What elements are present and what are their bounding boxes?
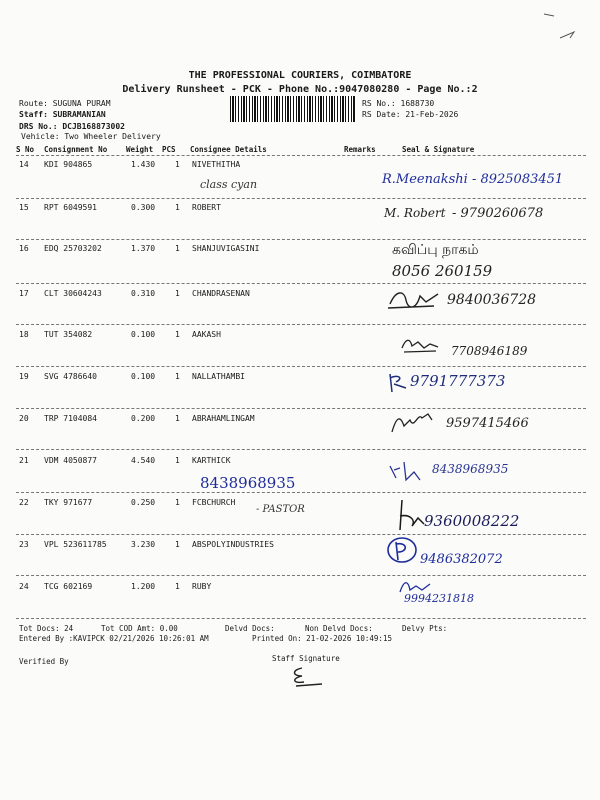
handwritten-phone: 8056 260159 (392, 262, 493, 280)
handwritten-signature: R.Meenakshi - 8925083451 (382, 172, 564, 187)
row-pcs: 1 (175, 372, 180, 381)
row-divider (16, 575, 586, 576)
row-sno: 17 (19, 289, 29, 298)
row-consignee: KARTHICK (192, 456, 231, 465)
col-header-seal: Seal & Signature (402, 145, 475, 154)
row-sno: 20 (19, 414, 29, 423)
row-divider (16, 239, 586, 240)
row-consignee: AAKASH (192, 330, 221, 339)
signature-scribble (386, 286, 446, 312)
row-consignee: ABRAHAMLINGAM (192, 414, 255, 423)
signature-scribble (388, 408, 436, 438)
row-consignment: KDI 904865 (44, 160, 93, 169)
table-row (0, 372, 600, 412)
row-consignee: SHANJUVIGASINI (192, 244, 260, 253)
handwritten-phone: 9360008222 (424, 512, 520, 530)
row-weight: 0.300 (131, 203, 156, 212)
corner-mark (540, 8, 580, 42)
row-divider (16, 324, 586, 325)
handwritten-phone: 8438968935 (200, 474, 296, 492)
table-row (0, 456, 600, 496)
route-label: Route: SUGUNA PURAM (19, 99, 111, 108)
signature-scribble (386, 458, 426, 484)
row-consignee: ROBERT (192, 203, 221, 212)
vehicle-label: Vehicle: Two Wheeler Delivery (21, 132, 161, 141)
row-consignee: NALLATHAMBI (192, 372, 245, 381)
row-weight: 1.370 (131, 244, 156, 253)
verified-by: Verified By (19, 657, 69, 666)
entered-by: Entered By :KAVIPCK 02/21/2026 10:26:01 AM (19, 634, 209, 643)
row-consignment: EDQ 25703202 (44, 244, 102, 253)
row-consignee: NIVETHITHA (192, 160, 241, 169)
row-sno: 16 (19, 244, 29, 253)
row-pcs: 1 (175, 289, 180, 298)
row-sno: 14 (19, 160, 29, 169)
non-delivered-docs: Non Delvd Docs: (305, 624, 373, 633)
row-divider (16, 449, 586, 450)
row-weight: 1.200 (131, 582, 156, 591)
handwritten-phone: 9994231818 (404, 592, 474, 605)
rs-date: RS Date: 21-Feb-2026 (362, 110, 459, 119)
row-consignment: VPL 523611785 (44, 540, 107, 549)
col-header-pcs: PCS (162, 145, 176, 154)
row-consignment: VDM 4050877 (44, 456, 97, 465)
company-title: THE PROFESSIONAL COURIERS, COIMBATORE (188, 70, 412, 81)
staff-label: Staff: SUBRAMANIAN (19, 110, 106, 119)
row-sno: 15 (19, 203, 29, 212)
row-pcs: 1 (175, 456, 180, 465)
handwritten-phone: 9486382072 (420, 552, 503, 567)
drs-label: DRS No.: DCJB168873002 (19, 122, 125, 131)
row-pcs: 1 (175, 414, 180, 423)
handwritten-signature: M. Robert (384, 206, 446, 220)
row-pcs: 1 (175, 582, 180, 591)
row-sno: 24 (19, 582, 29, 591)
row-divider (16, 618, 586, 619)
table-row (0, 582, 600, 622)
row-consignment: CLT 30604243 (44, 289, 102, 298)
row-pcs: 1 (175, 540, 180, 549)
row-consignment: TUT 354082 (44, 330, 93, 339)
row-consignee: ABSPOLYINDUSTRIES (192, 540, 274, 549)
row-weight: 0.250 (131, 498, 156, 507)
row-weight: 3.230 (131, 540, 156, 549)
handwritten-phone: 8438968935 (432, 462, 509, 476)
handwritten-phone: - 9790260678 (452, 206, 544, 221)
row-divider (16, 408, 586, 409)
handwritten-note: class cyan (200, 178, 258, 191)
col-header-sno: S No (16, 145, 35, 154)
row-consignment: TRP 7104084 (44, 414, 97, 423)
signature-scribble (384, 532, 424, 566)
row-pcs: 1 (175, 330, 180, 339)
row-weight: 0.100 (131, 330, 156, 339)
row-weight: 0.310 (131, 289, 156, 298)
row-divider (16, 534, 586, 535)
row-sno: 21 (19, 456, 29, 465)
total-docs: Tot Docs: 24 (19, 624, 74, 633)
handwritten-phone: 9791777373 (410, 372, 506, 390)
row-consignment: RPT 6049591 (44, 203, 97, 212)
handwritten-phone: 9840036728 (447, 292, 537, 308)
row-consignment: SVG 4786640 (44, 372, 97, 381)
row-consignment: TCG 602169 (44, 582, 93, 591)
col-header-remarks: Remarks (344, 145, 376, 154)
row-weight: 0.200 (131, 414, 156, 423)
row-consignee: CHANDRASENAN (192, 289, 250, 298)
signature-scribble (400, 334, 440, 356)
header-divider (16, 155, 586, 156)
row-divider (16, 366, 586, 367)
row-sno: 18 (19, 330, 29, 339)
delivery-points: Delvy Pts: (402, 624, 448, 633)
row-consignment: TKY 971677 (44, 498, 93, 507)
row-sno: 19 (19, 372, 29, 381)
signature-scribble (384, 370, 412, 394)
col-header-consignee: Consignee Details (190, 145, 267, 154)
handwritten-tamil-name: கவிப்பு நாகம் (392, 242, 479, 258)
rs-number: RS No.: 1688730 (362, 99, 435, 108)
staff-signature-label: Staff Signature (272, 654, 340, 663)
signature-scribble (392, 496, 428, 536)
row-pcs: 1 (175, 160, 180, 169)
staff-signature-scribble (286, 664, 326, 688)
row-divider (16, 492, 586, 493)
row-pcs: 1 (175, 203, 180, 212)
total-cod-amount: Tot COD Amt: 0.00 (101, 624, 178, 633)
row-divider (16, 198, 586, 199)
printed-on: Printed On: 21-02-2026 10:49:15 (252, 634, 392, 643)
row-pcs: 1 (175, 498, 180, 507)
row-weight: 1.430 (131, 160, 156, 169)
handwritten-note: - PASTOR (256, 504, 305, 515)
runsheet-subtitle: Delivery Runsheet - PCK - Phone No.:9047080280 - Page No.:2 (122, 84, 478, 95)
row-divider (16, 283, 586, 284)
row-consignee: RUBY (192, 582, 212, 591)
barcode (230, 96, 356, 122)
handwritten-phone: 9597415466 (446, 416, 529, 431)
col-header-consignment: Consignment No (44, 145, 108, 154)
row-sno: 22 (19, 498, 29, 507)
row-pcs: 1 (175, 244, 180, 253)
handwritten-phone: 7708946189 (451, 344, 528, 358)
table-row (0, 244, 600, 284)
col-header-weight: Weight (126, 145, 154, 154)
table-row (0, 540, 600, 580)
row-weight: 0.100 (131, 372, 156, 381)
row-consignee: FCBCHURCH (192, 498, 236, 507)
row-weight: 4.540 (131, 456, 156, 465)
delivered-docs: Delvd Docs: (225, 624, 275, 633)
row-sno: 23 (19, 540, 29, 549)
